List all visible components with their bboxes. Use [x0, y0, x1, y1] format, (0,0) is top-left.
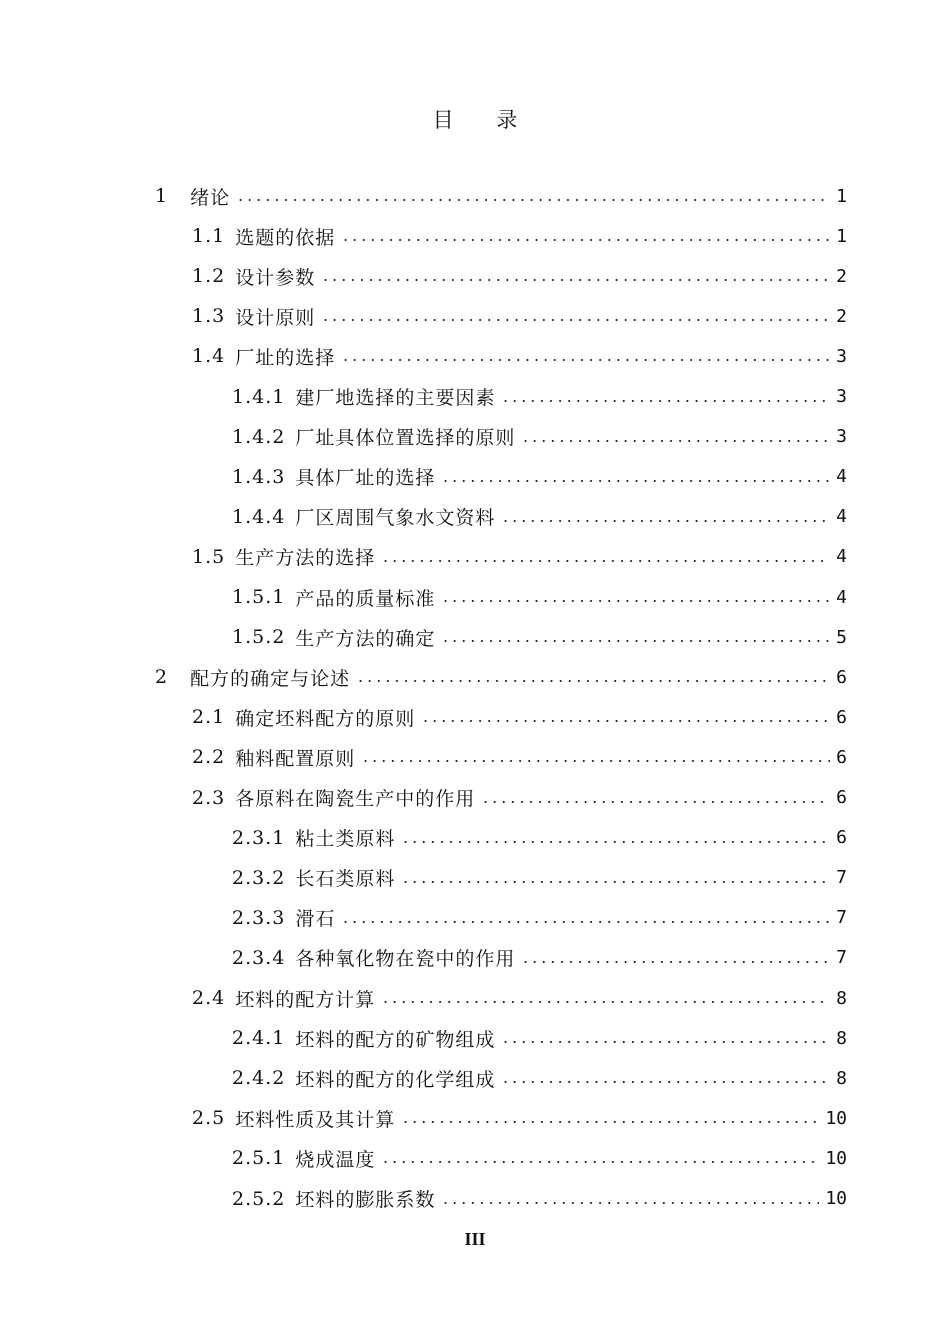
toc-entry[interactable]: [232, 818, 847, 858]
toc-entry-number: 1.4.2: [232, 425, 286, 448]
toc-dot-leader: [501, 400, 830, 402]
toc-entry-title: 粘土类原料: [295, 828, 396, 851]
toc-entry-title: 长石类原料: [295, 868, 396, 891]
toc-dot-leader: [521, 961, 830, 963]
toc-entry-page: 6: [836, 666, 847, 688]
toc-dot-leader: [421, 720, 830, 722]
toc-entry-title: 绪论: [190, 186, 231, 209]
toc-entry-page: 8: [836, 1067, 847, 1089]
toc-entry-number: 1: [155, 185, 169, 207]
toc-entry-page: 4: [836, 586, 847, 608]
toc-entry-number: 2.3: [192, 786, 226, 809]
toc-entry-page: 2: [836, 265, 847, 287]
toc-entry-title: 确定坯料配方的原则: [235, 707, 416, 730]
toc-entry-title: 烧成温度: [295, 1148, 376, 1171]
toc-entry-number: 2.5.1: [232, 1147, 286, 1170]
toc-dot-leader: [401, 841, 830, 843]
toc-dot-leader: [236, 199, 830, 201]
toc-entry-title: 具体厂址的选择: [295, 467, 436, 490]
toc-entry-title: 厂址的选择: [235, 346, 336, 369]
toc-entry-number: 2.1: [192, 706, 226, 729]
toc-entry-title: 生产方法的选择: [235, 547, 376, 570]
toc-entry[interactable]: [232, 1179, 847, 1219]
toc-entry-page: 4: [836, 506, 847, 528]
toc-entry-title: 坯料的配方的化学组成: [295, 1068, 496, 1091]
toc-entry[interactable]: [192, 296, 847, 336]
toc-entry[interactable]: [232, 898, 847, 938]
toc-dot-leader: [361, 760, 830, 762]
toc-entry[interactable]: [232, 417, 847, 457]
toc-dot-leader: [521, 440, 830, 442]
toc-entry[interactable]: [192, 1098, 847, 1138]
toc-entry[interactable]: [155, 176, 847, 216]
toc-entry-page: 4: [836, 546, 847, 568]
toc-entry-number: 2.2: [192, 746, 226, 769]
toc-entry-page: 6: [836, 746, 847, 768]
toc-dot-leader: [341, 239, 830, 241]
toc-dot-leader: [441, 1202, 819, 1204]
toc-entry[interactable]: [232, 377, 847, 417]
toc-entry-number: 1.4.4: [232, 505, 286, 528]
toc-entry-number: 1.5: [192, 545, 226, 568]
toc-dot-leader: [381, 1161, 819, 1163]
page-title: 目 录: [432, 108, 536, 132]
toc-entry-number: 2.4.2: [232, 1067, 286, 1090]
toc-entry-page: 10: [825, 1147, 847, 1169]
toc-entry-page: 8: [836, 987, 847, 1009]
toc-entry-number: 2.5.2: [232, 1187, 286, 1210]
toc-entry-page: 6: [836, 706, 847, 728]
toc-entry-title: 选题的依据: [235, 226, 336, 249]
toc-dot-leader: [501, 520, 830, 522]
toc-entry-number: 1.4: [192, 345, 226, 368]
toc-dot-leader: [441, 640, 830, 642]
toc-entry-number: 2.3.4: [232, 946, 286, 969]
toc-entry-number: 1.5.1: [232, 586, 286, 608]
toc-entry-page: 10: [825, 1188, 847, 1209]
toc-dot-leader: [401, 881, 830, 883]
toc-entry[interactable]: [192, 737, 847, 777]
toc-entry-number: 2.3.3: [232, 906, 286, 929]
toc-entry[interactable]: [192, 256, 847, 296]
toc-entry-title: 滑石: [295, 908, 336, 931]
toc-entry-number: 2.4: [192, 987, 226, 1009]
toc-dot-leader: [341, 921, 830, 923]
toc-entry[interactable]: [232, 617, 847, 657]
toc-entry-page: 3: [836, 345, 847, 367]
toc-dot-leader: [321, 319, 830, 321]
toc-dot-leader: [341, 359, 830, 361]
toc-entry[interactable]: [232, 1018, 847, 1058]
toc-entry-page: 7: [836, 907, 847, 929]
toc-entry[interactable]: [155, 657, 847, 697]
toc-entry-number: 1.1: [192, 225, 226, 248]
toc-entry-title: 坯料的配方的矿物组成: [295, 1028, 496, 1051]
toc-entry-title: 设计参数: [235, 266, 316, 289]
toc-entry[interactable]: [192, 216, 847, 256]
toc-entry-title: 生产方法的确定: [295, 627, 436, 650]
toc-entry-number: 1.3: [192, 305, 226, 328]
toc-entry-page: 7: [836, 867, 847, 889]
toc-entry-number: 1.4.3: [232, 465, 286, 488]
toc-dot-leader: [321, 279, 830, 281]
toc-entry-page: 8: [836, 1027, 847, 1049]
toc-entry[interactable]: [232, 938, 847, 978]
toc-entry-number: 1.5.2: [232, 626, 286, 649]
toc-entry-title: 坯料的配方计算: [235, 988, 376, 1011]
toc-entry-title: 各种氧化物在瓷中的作用: [295, 948, 516, 971]
toc-dot-leader: [501, 1041, 830, 1043]
toc-entry[interactable]: [192, 778, 847, 818]
toc-entry-title: 设计原则: [235, 306, 316, 329]
toc-entry-number: 2.4.1: [232, 1027, 286, 1050]
toc-dot-leader: [481, 801, 830, 803]
toc-entry[interactable]: [232, 858, 847, 898]
toc-entry[interactable]: [192, 537, 847, 577]
toc-entry-page: 2: [836, 305, 847, 327]
toc-dot-leader: [381, 560, 830, 562]
toc-entry-title: 配方的确定与论述: [190, 667, 351, 690]
page-number: III: [464, 1229, 486, 1249]
toc-entry[interactable]: [232, 497, 847, 537]
toc-entry-title: 各原料在陶瓷生产中的作用: [235, 788, 476, 810]
toc-entry-number: 2.3.1: [232, 826, 286, 849]
toc-entry-page: 10: [825, 1107, 847, 1129]
toc-dot-leader: [381, 1001, 830, 1003]
toc-dot-leader: [441, 480, 830, 482]
toc-dot-leader: [441, 600, 830, 602]
toc-entry-title: 坯料性质及其计算: [235, 1108, 396, 1131]
toc-entry-number: 2.5: [192, 1107, 226, 1130]
toc-entry-page: 5: [836, 626, 847, 648]
toc-entry-page: 3: [836, 426, 847, 448]
toc-entry[interactable]: [232, 457, 847, 497]
toc-entry-page: 3: [836, 386, 847, 407]
toc-entry-title: 坯料的膨胀系数: [295, 1189, 436, 1211]
toc-entry-page: 1: [836, 225, 847, 247]
toc-entry-number: 1.4.1: [232, 385, 286, 408]
toc-entry[interactable]: [232, 1058, 847, 1098]
toc-entry-page: 6: [836, 827, 847, 849]
toc-dot-leader: [356, 680, 830, 682]
toc-entry-title: 厂址具体位置选择的原则: [295, 427, 516, 450]
toc-entry[interactable]: [192, 336, 847, 376]
toc-entry-number: 1.2: [192, 265, 226, 288]
toc-entry-title: 釉料配置原则: [235, 747, 356, 770]
toc-entry-page: 6: [836, 787, 847, 808]
toc-entry-title: 建厂地选择的主要因素: [295, 387, 496, 409]
toc-entry-title: 产品的质量标准: [295, 587, 436, 610]
toc-entry[interactable]: [232, 1138, 847, 1178]
toc-entry[interactable]: [232, 577, 847, 617]
toc-entry-page: 7: [836, 947, 847, 969]
toc-entry[interactable]: [192, 978, 847, 1018]
toc-dot-leader: [501, 1081, 830, 1083]
toc-entry-page: 1: [836, 185, 847, 207]
toc-entry-page: 4: [836, 466, 847, 488]
toc-entry-title: 厂区周围气象水文资料: [295, 507, 496, 530]
toc-entry-number: 2.3.2: [232, 866, 286, 889]
toc-entry[interactable]: [192, 697, 847, 737]
toc-entry-number: 2: [155, 666, 169, 689]
toc-dot-leader: [401, 1121, 819, 1123]
